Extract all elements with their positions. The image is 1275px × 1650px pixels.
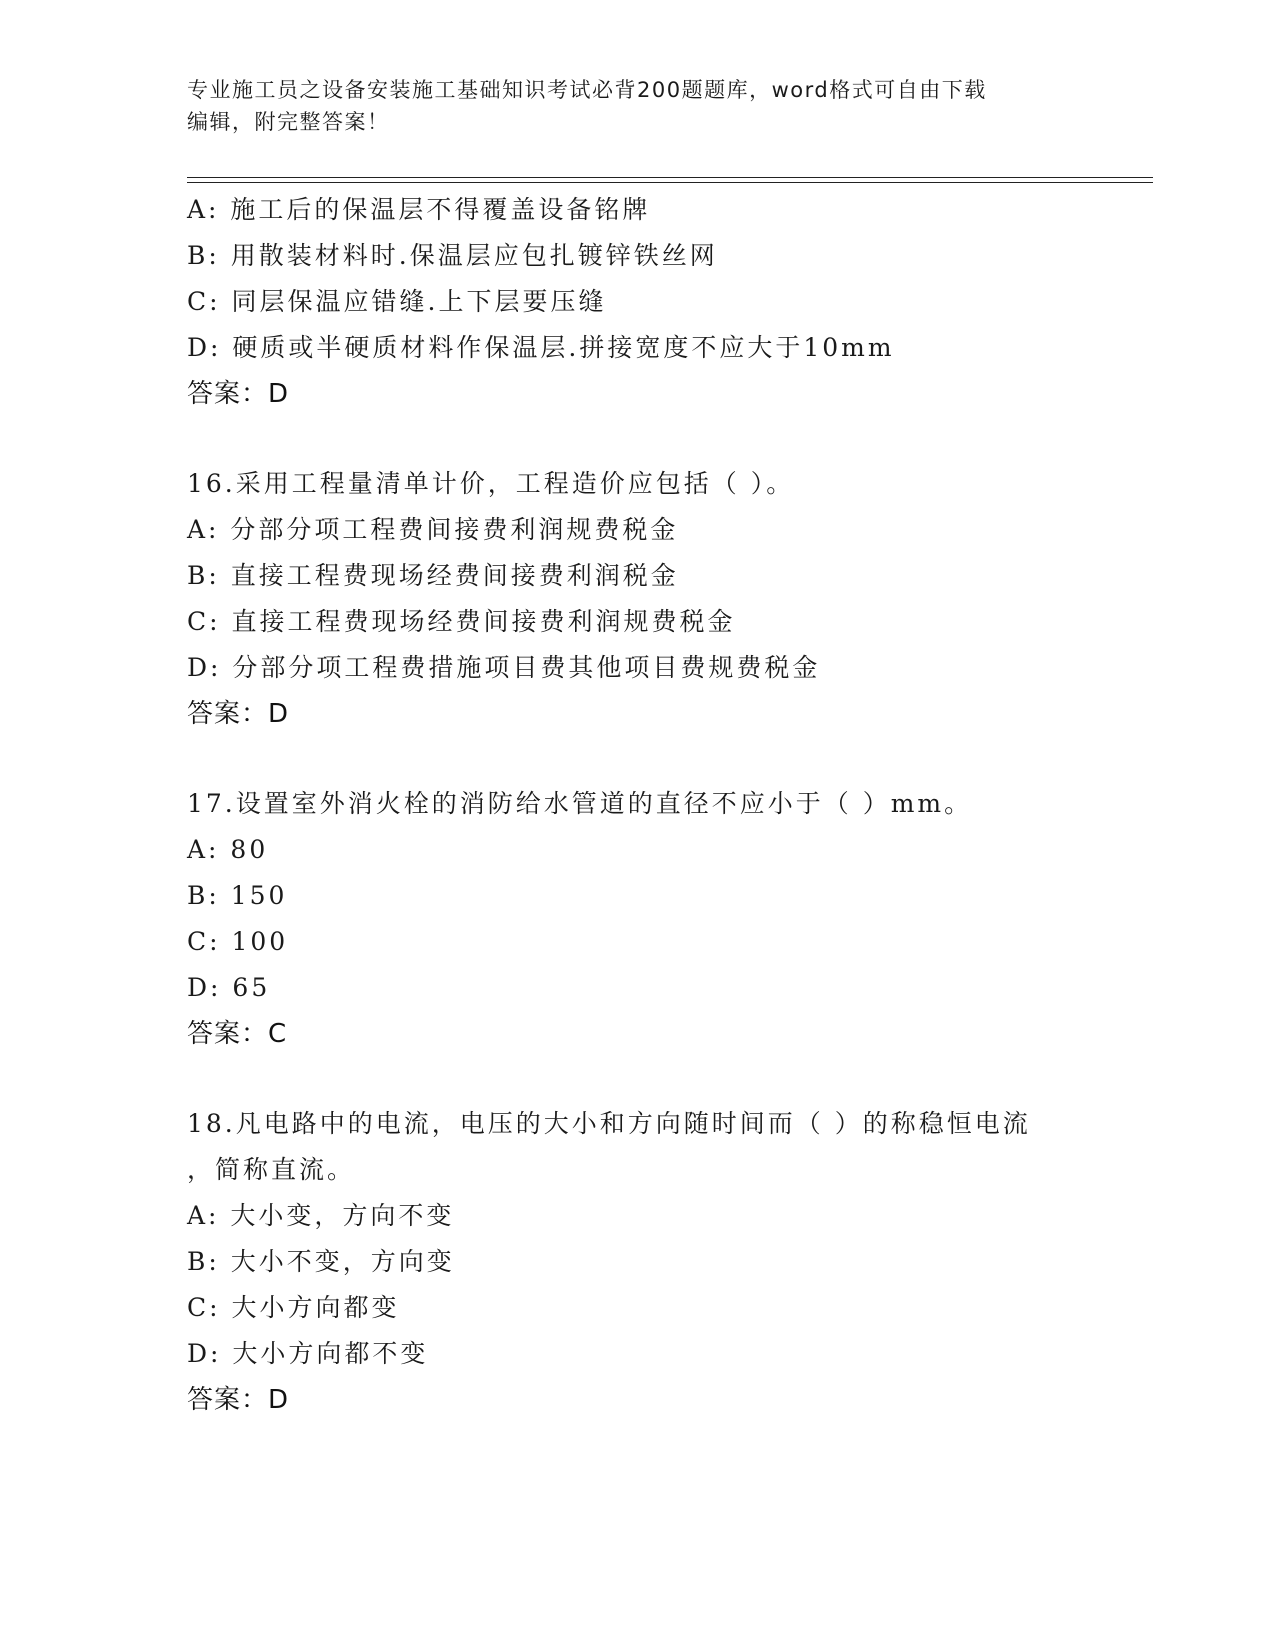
option-a: A: 施工后的保温层不得覆盖设备铭牌 [187,195,651,224]
question-text-line-1: 18.凡电路中的电流，电压的大小和方向随时间而（ ）的称稳恒电流 [187,1109,1031,1138]
question-list [187,187,1087,1423]
option-b: B: 直接工程费现场经费间接费利润税金 [187,561,679,590]
answer-label: 答案：D [187,1385,290,1415]
option-a: A: 大小变，方向不变 [187,1201,455,1230]
header-divider-bottom [187,182,1153,183]
option-a: A: 80 [187,835,269,864]
option-b: B: 大小不变，方向变 [187,1247,455,1276]
question-block-17 [187,781,1087,1057]
option-d: D: 65 [187,973,271,1002]
header-divider-top [187,177,1153,178]
question-text-line-2: ，简称直流。 [187,1155,356,1184]
document-header [187,74,1067,138]
question-block-16 [187,461,1087,737]
option-d: D: 分部分项工程费措施项目费其他项目费规费税金 [187,653,821,682]
option-d: D: 硬质或半硬质材料作保温层.拼接宽度不应大于10mm [187,333,895,362]
question-block-15 [187,187,1087,417]
question-text: 16.采用工程量清单计价，工程造价应包括（ ）。 [187,469,795,498]
answer-label: 答案：C [187,1019,288,1049]
option-b: B: 用散装材料时.保温层应包扎镀锌铁丝网 [187,241,718,270]
option-c: C: 同层保温应错缝.上下层要压缝 [187,287,607,316]
option-c: C: 大小方向都变 [187,1293,400,1322]
option-d: D: 大小方向都不变 [187,1339,429,1368]
option-b: B: 150 [187,881,288,910]
header-line-1: 专业施工员之设备安装施工基础知识考试必背200题题库，word格式可自由下载 [187,78,987,102]
question-block-18 [187,1101,1087,1423]
answer-label: 答案：D [187,379,290,409]
option-c: C: 直接工程费现场经费间接费利润规费税金 [187,607,736,636]
option-c: C: 100 [187,927,289,956]
option-a: A: 分部分项工程费间接费利润规费税金 [187,515,679,544]
header-line-2: 编辑，附完整答案！ [187,110,390,134]
answer-label: 答案：D [187,699,290,729]
question-text: 17.设置室外消火栓的消防给水管道的直径不应小于（ ）mm。 [187,789,973,818]
